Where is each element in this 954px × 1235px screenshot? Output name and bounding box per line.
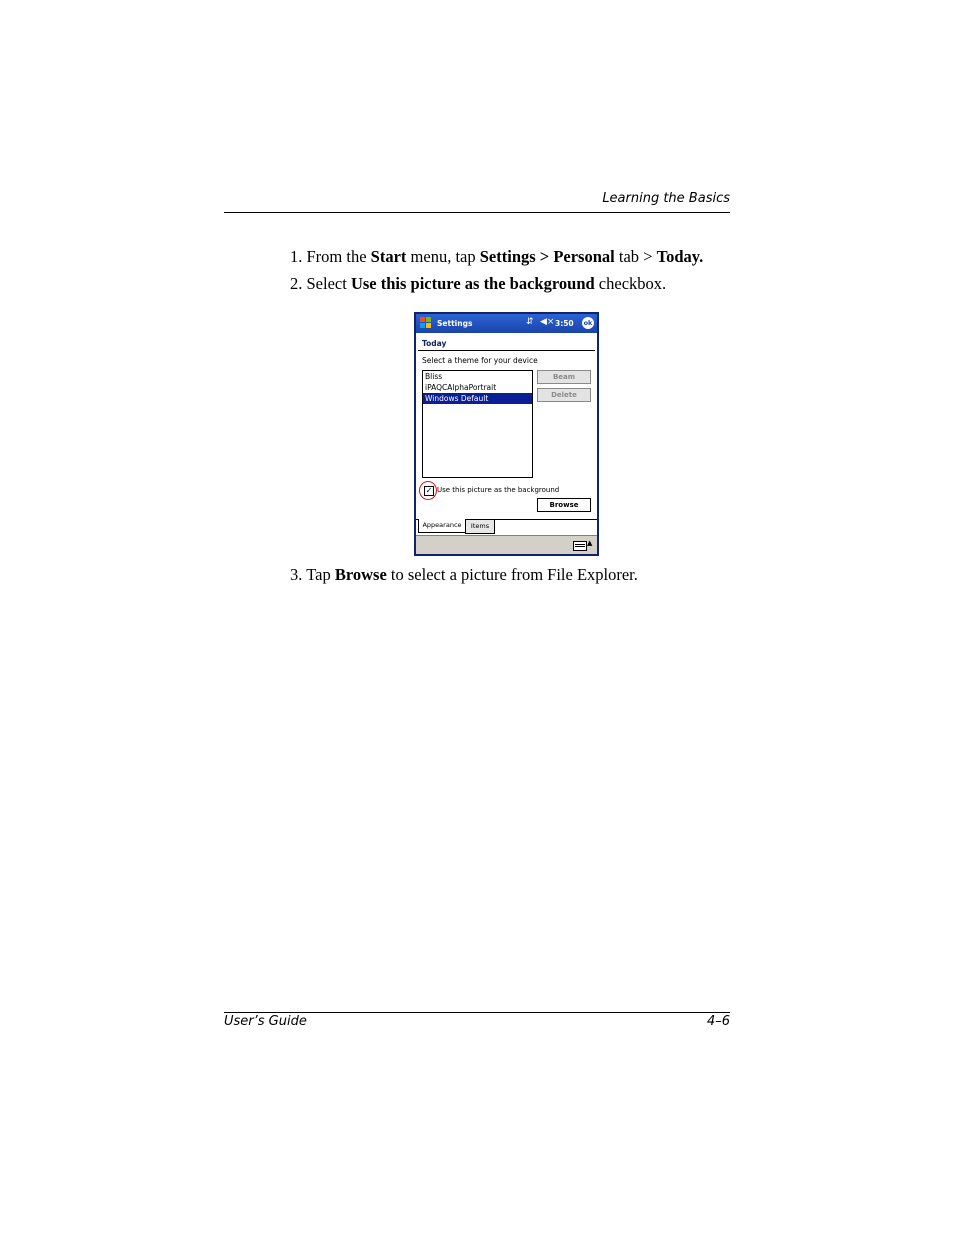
- background-checkbox[interactable]: ✓: [425, 486, 433, 495]
- step-number: 2.: [290, 274, 303, 293]
- keyboard-icon[interactable]: [573, 541, 587, 551]
- guide-title: User’s Guide: [224, 1014, 307, 1029]
- up-arrow-icon[interactable]: ▲: [587, 539, 593, 547]
- volume-mute-icon[interactable]: ◀×: [540, 317, 555, 327]
- windows-start-icon[interactable]: [419, 316, 432, 330]
- beam-button[interactable]: Beam: [537, 370, 591, 384]
- step-text: Tap: [306, 565, 335, 584]
- step-bold: Use this picture as the background: [350, 274, 595, 293]
- delete-button[interactable]: Delete: [537, 388, 591, 402]
- tab-strip: [416, 519, 597, 535]
- ok-button[interactable]: ok: [583, 319, 593, 327]
- section-title: Learning the Basics: [602, 191, 730, 206]
- step-bold: Start: [370, 247, 407, 266]
- step-bold: Browse: [334, 565, 387, 584]
- page-heading: Today: [422, 339, 447, 348]
- header-rule: [224, 212, 730, 213]
- theme-item[interactable]: iPAQCAlphaPortrait: [425, 383, 497, 392]
- step-number: 1.: [290, 247, 303, 266]
- step-bold: Today.: [656, 247, 704, 266]
- theme-list[interactable]: [422, 370, 533, 478]
- tab-appearance[interactable]: Appearance: [418, 519, 466, 533]
- step-2: [290, 274, 666, 294]
- checkbox-label[interactable]: Use this picture as the background: [437, 486, 560, 494]
- clock[interactable]: 3:50: [555, 319, 574, 328]
- tab-items[interactable]: Items: [465, 519, 495, 534]
- window-title: Settings: [437, 319, 473, 328]
- step-text: From the: [306, 247, 371, 266]
- step-3: [290, 565, 638, 585]
- step-text: checkbox.: [594, 274, 667, 293]
- device-screenshot: [414, 312, 599, 556]
- browse-button[interactable]: Browse: [537, 498, 591, 512]
- step-1: [290, 247, 703, 267]
- step-text: to select a picture from File Explorer.: [386, 565, 638, 584]
- menu-bar: [416, 535, 597, 555]
- title-bar: [416, 314, 597, 333]
- theme-item[interactable]: Bliss: [425, 372, 443, 381]
- page-number: 4–6: [706, 1014, 730, 1029]
- step-text: menu, tap: [406, 247, 480, 266]
- theme-item-selected[interactable]: Windows Default: [423, 393, 532, 404]
- step-text: Select: [306, 274, 351, 293]
- connectivity-icon[interactable]: ⇵: [526, 317, 534, 327]
- step-number: 3.: [290, 565, 303, 584]
- footer-rule: [224, 1012, 730, 1013]
- highlight-circle: [419, 481, 437, 500]
- heading-divider: [418, 350, 595, 351]
- step-bold: Settings > Personal: [479, 247, 615, 266]
- step-text: tab >: [614, 247, 657, 266]
- theme-label: Select a theme for your device: [422, 356, 538, 365]
